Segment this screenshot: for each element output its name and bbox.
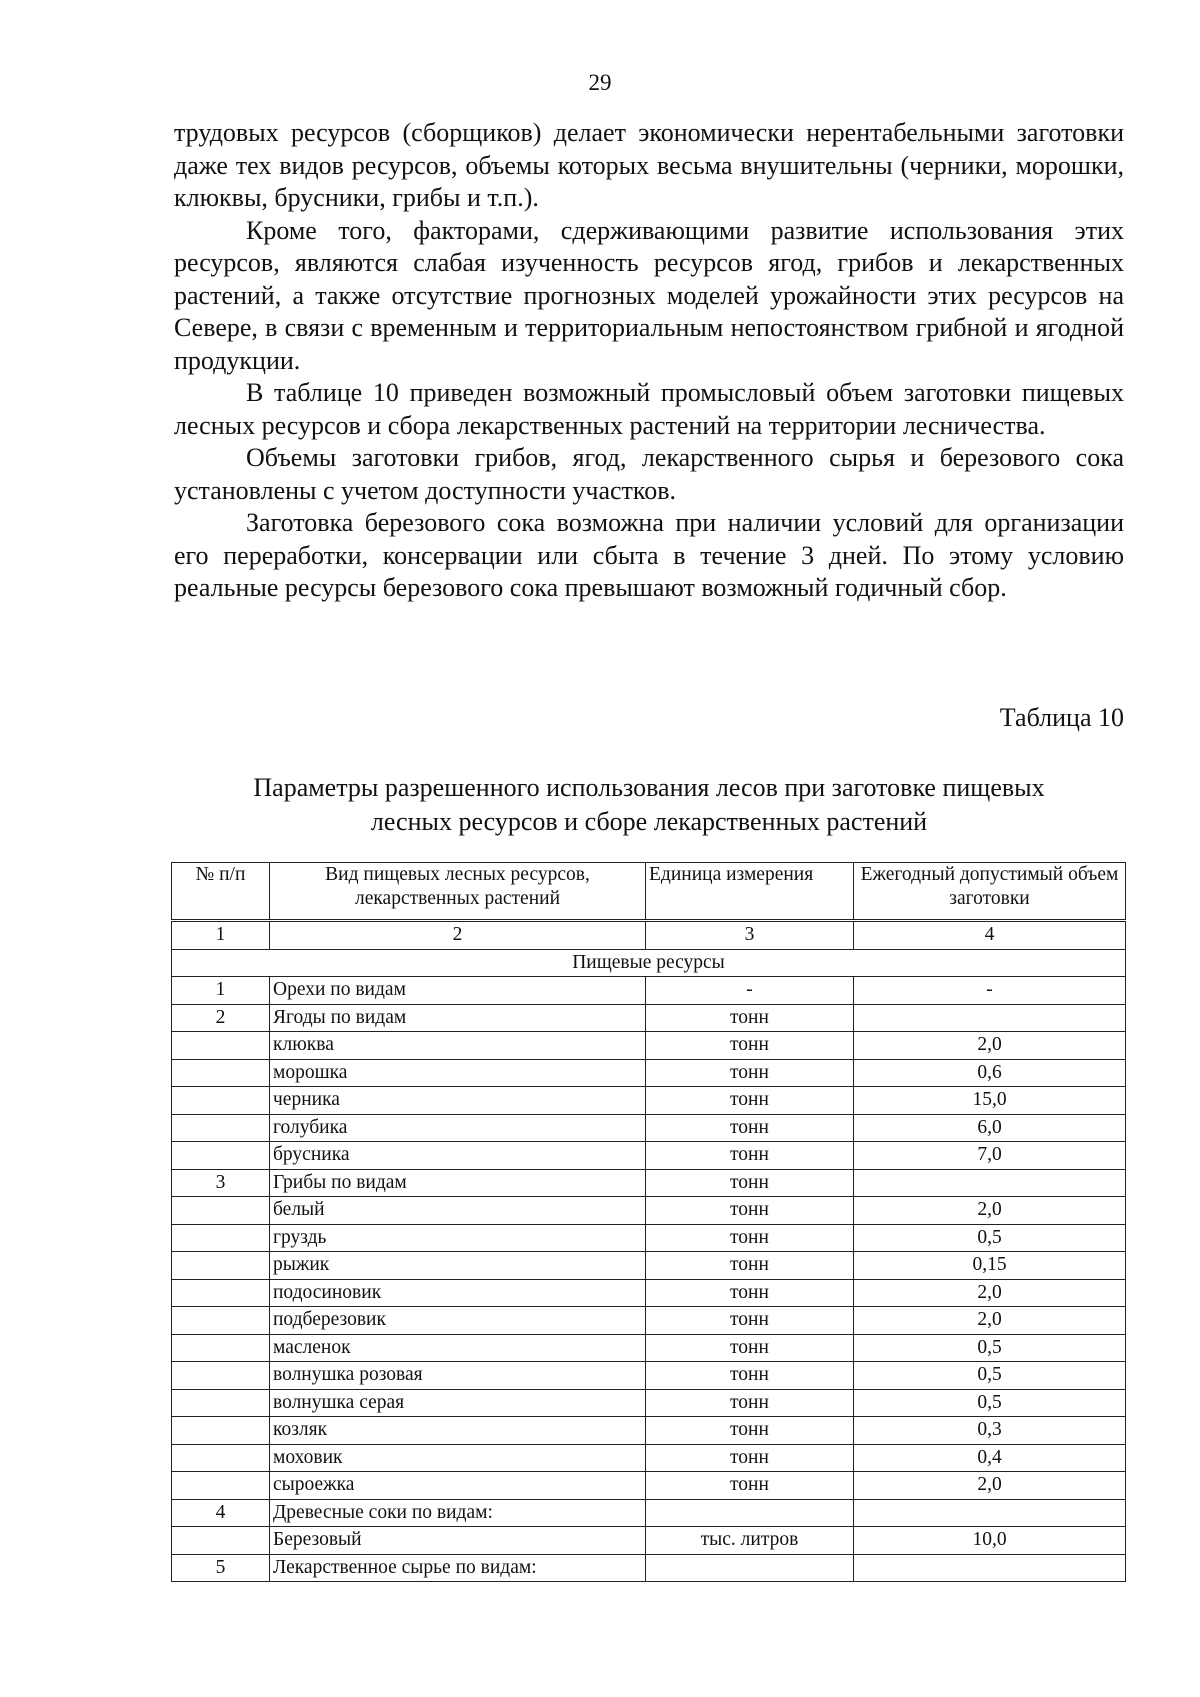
table-row bbox=[172, 1554, 1126, 1582]
resource-name-cell: морошка bbox=[270, 1059, 646, 1087]
row-number-cell: 5 bbox=[172, 1554, 270, 1582]
unit-cell: тонн bbox=[646, 1224, 854, 1252]
unit-cell: тонн bbox=[646, 1087, 854, 1115]
table-label: Таблица 10 bbox=[999, 703, 1124, 732]
resource-name-cell: масленок bbox=[270, 1334, 646, 1362]
row-number-cell bbox=[172, 1197, 270, 1225]
row-number-cell bbox=[172, 1307, 270, 1335]
volume-cell: 7,0 bbox=[854, 1142, 1126, 1170]
row-number-cell bbox=[172, 1362, 270, 1390]
resource-name-cell: Грибы по видам bbox=[270, 1169, 646, 1197]
volume-cell: 2,0 bbox=[854, 1197, 1126, 1225]
volume-cell: 0,6 bbox=[854, 1059, 1126, 1087]
row-number-cell bbox=[172, 1472, 270, 1500]
unit-cell: тонн bbox=[646, 1472, 854, 1500]
resource-name-cell: козляк bbox=[270, 1417, 646, 1445]
header-cell: Вид пищевых лесных ресурсов, лекарственных растений bbox=[270, 863, 646, 921]
table-row bbox=[172, 977, 1126, 1005]
table-row bbox=[172, 1499, 1126, 1527]
resources-table bbox=[171, 862, 1126, 1582]
unit-cell: - bbox=[646, 977, 854, 1005]
row-number-cell bbox=[172, 1032, 270, 1060]
unit-cell: тыс. литров bbox=[646, 1527, 854, 1555]
table-row bbox=[172, 1389, 1126, 1417]
resource-name-cell: сыроежка bbox=[270, 1472, 646, 1500]
row-number-cell bbox=[172, 1444, 270, 1472]
resource-name-cell: голубика bbox=[270, 1114, 646, 1142]
resource-name-cell: Ягоды по видам bbox=[270, 1004, 646, 1032]
table-row bbox=[172, 1169, 1126, 1197]
volume-cell: 0,5 bbox=[854, 1334, 1126, 1362]
unit-cell: тонн bbox=[646, 1417, 854, 1445]
table-row bbox=[172, 1417, 1126, 1445]
column-number: 1 bbox=[172, 921, 270, 950]
volume-cell bbox=[854, 1499, 1126, 1527]
paragraph: Объемы заготовки грибов, ягод, лекарственного сырья и березового сока установлены с учетом доступности участков. bbox=[174, 443, 1124, 505]
table-title bbox=[174, 771, 1124, 839]
table-row bbox=[172, 1527, 1126, 1555]
unit-cell: тонн bbox=[646, 1307, 854, 1335]
volume-cell: - bbox=[854, 977, 1126, 1005]
table-row bbox=[172, 1444, 1126, 1472]
table-row bbox=[172, 1252, 1126, 1280]
resource-name-cell: брусника bbox=[270, 1142, 646, 1170]
unit-cell: тонн bbox=[646, 1334, 854, 1362]
row-number-cell bbox=[172, 1224, 270, 1252]
section-title: Пищевые ресурсы bbox=[172, 949, 1126, 977]
volume-cell: 0,4 bbox=[854, 1444, 1126, 1472]
row-number-cell: 2 bbox=[172, 1004, 270, 1032]
unit-cell: тонн bbox=[646, 1169, 854, 1197]
row-number-cell: 1 bbox=[172, 977, 270, 1005]
resource-name-cell: Березовый bbox=[270, 1527, 646, 1555]
resource-name-cell: Орехи по видам bbox=[270, 977, 646, 1005]
unit-cell: тонн bbox=[646, 1362, 854, 1390]
table-row bbox=[172, 1197, 1126, 1225]
resource-name-cell: подберезовик bbox=[270, 1307, 646, 1335]
resource-name-cell: рыжик bbox=[270, 1252, 646, 1280]
table-title-line: лесных ресурсов и сборе лекарственных растений bbox=[370, 807, 928, 836]
row-number-cell bbox=[172, 1252, 270, 1280]
unit-cell: тонн bbox=[646, 1114, 854, 1142]
row-number-cell bbox=[172, 1527, 270, 1555]
volume-cell: 10,0 bbox=[854, 1527, 1126, 1555]
table-row bbox=[172, 1087, 1126, 1115]
volume-cell: 2,0 bbox=[854, 1032, 1126, 1060]
resource-name-cell: подосиновик bbox=[270, 1279, 646, 1307]
unit-cell: тонн bbox=[646, 1032, 854, 1060]
column-number: 4 bbox=[854, 921, 1126, 950]
table-row bbox=[172, 1334, 1126, 1362]
row-number-cell bbox=[172, 1279, 270, 1307]
paragraph: В таблице 10 приведен возможный промысловый объем заготовки пищевых лесных ресурсов и сбора лекарственных растений на территории лесничества. bbox=[174, 378, 1124, 440]
resource-name-cell: волнушка серая bbox=[270, 1389, 646, 1417]
unit-cell: тонн bbox=[646, 1142, 854, 1170]
resource-name-cell: белый bbox=[270, 1197, 646, 1225]
table-row bbox=[172, 1307, 1126, 1335]
volume-cell: 2,0 bbox=[854, 1472, 1126, 1500]
unit-cell: тонн bbox=[646, 1389, 854, 1417]
paragraph: Заготовка березового сока возможна при наличии условий для организации его переработки, консервации или сбыта в течение 3 дней. По этому условию реальные ресурсы березового сока превышают возможный годичный сбор. bbox=[174, 508, 1124, 602]
table-header-row bbox=[172, 863, 1126, 921]
page-number: 29 bbox=[588, 70, 612, 95]
paragraph: Кроме того, факторами, сдерживающими развитие использования этих ресурсов, являются слабая изученность ресурсов ягод, грибов и лекарственных растений, а также отсутствие прогнозных моделей урожайности этих ресурсов на Севере, в связи с временным и территориальным непостоянством грибной и ягодной продукции. bbox=[174, 215, 1124, 375]
table-title-line: Параметры разрешенного использования лесов при заготовке пищевых bbox=[253, 773, 1045, 802]
row-number-cell: 4 bbox=[172, 1499, 270, 1527]
paragraph: трудовых ресурсов (сборщиков) делает экономически нерентабельными заготовки даже тех видов ресурсов, объемы которых весьма внушительны (черники, морошки, клюквы, брусники, грибы и т.п.). bbox=[174, 118, 1124, 212]
volume-cell: 6,0 bbox=[854, 1114, 1126, 1142]
unit-cell: тонн bbox=[646, 1444, 854, 1472]
column-number: 3 bbox=[646, 921, 854, 950]
table-row bbox=[172, 1142, 1126, 1170]
volume-cell: 15,0 bbox=[854, 1087, 1126, 1115]
table-row bbox=[172, 1114, 1126, 1142]
volume-cell: 0,15 bbox=[854, 1252, 1126, 1280]
column-number-row bbox=[172, 921, 1126, 950]
volume-cell: 2,0 bbox=[854, 1279, 1126, 1307]
volume-cell bbox=[854, 1169, 1126, 1197]
volume-cell: 0,5 bbox=[854, 1362, 1126, 1390]
resource-name-cell: груздь bbox=[270, 1224, 646, 1252]
resource-name-cell: черника bbox=[270, 1087, 646, 1115]
unit-cell bbox=[646, 1499, 854, 1527]
table-row bbox=[172, 1059, 1126, 1087]
resource-name-cell: волнушка розовая bbox=[270, 1362, 646, 1390]
volume-cell bbox=[854, 1554, 1126, 1582]
row-number-cell bbox=[172, 1334, 270, 1362]
table-row bbox=[172, 1362, 1126, 1390]
row-number-cell bbox=[172, 1389, 270, 1417]
row-number-cell bbox=[172, 1087, 270, 1115]
resource-name-cell: Лекарственное сырье по видам: bbox=[270, 1554, 646, 1582]
table-row bbox=[172, 1032, 1126, 1060]
unit-cell: тонн bbox=[646, 1197, 854, 1225]
header-cell: Ежегодный допустимый объем заготовки bbox=[854, 863, 1126, 921]
unit-cell: тонн bbox=[646, 1004, 854, 1032]
row-number-cell bbox=[172, 1114, 270, 1142]
unit-cell bbox=[646, 1554, 854, 1582]
unit-cell: тонн bbox=[646, 1252, 854, 1280]
row-number-cell bbox=[172, 1059, 270, 1087]
resource-name-cell: Древесные соки по видам: bbox=[270, 1499, 646, 1527]
row-number-cell: 3 bbox=[172, 1169, 270, 1197]
row-number-cell bbox=[172, 1417, 270, 1445]
section-row bbox=[172, 949, 1126, 977]
table-row bbox=[172, 1279, 1126, 1307]
body-text bbox=[174, 117, 1124, 605]
volume-cell: 2,0 bbox=[854, 1307, 1126, 1335]
column-number: 2 bbox=[270, 921, 646, 950]
row-number-cell bbox=[172, 1142, 270, 1170]
header-cell: № п/п bbox=[172, 863, 270, 921]
volume-cell bbox=[854, 1004, 1126, 1032]
resource-name-cell: клюква bbox=[270, 1032, 646, 1060]
table-row bbox=[172, 1472, 1126, 1500]
header-cell: Единица измерения bbox=[646, 863, 854, 921]
unit-cell: тонн bbox=[646, 1279, 854, 1307]
volume-cell: 0,5 bbox=[854, 1224, 1126, 1252]
table-row bbox=[172, 1224, 1126, 1252]
unit-cell: тонн bbox=[646, 1059, 854, 1087]
resource-name-cell: моховик bbox=[270, 1444, 646, 1472]
volume-cell: 0,3 bbox=[854, 1417, 1126, 1445]
table-row bbox=[172, 1004, 1126, 1032]
volume-cell: 0,5 bbox=[854, 1389, 1126, 1417]
